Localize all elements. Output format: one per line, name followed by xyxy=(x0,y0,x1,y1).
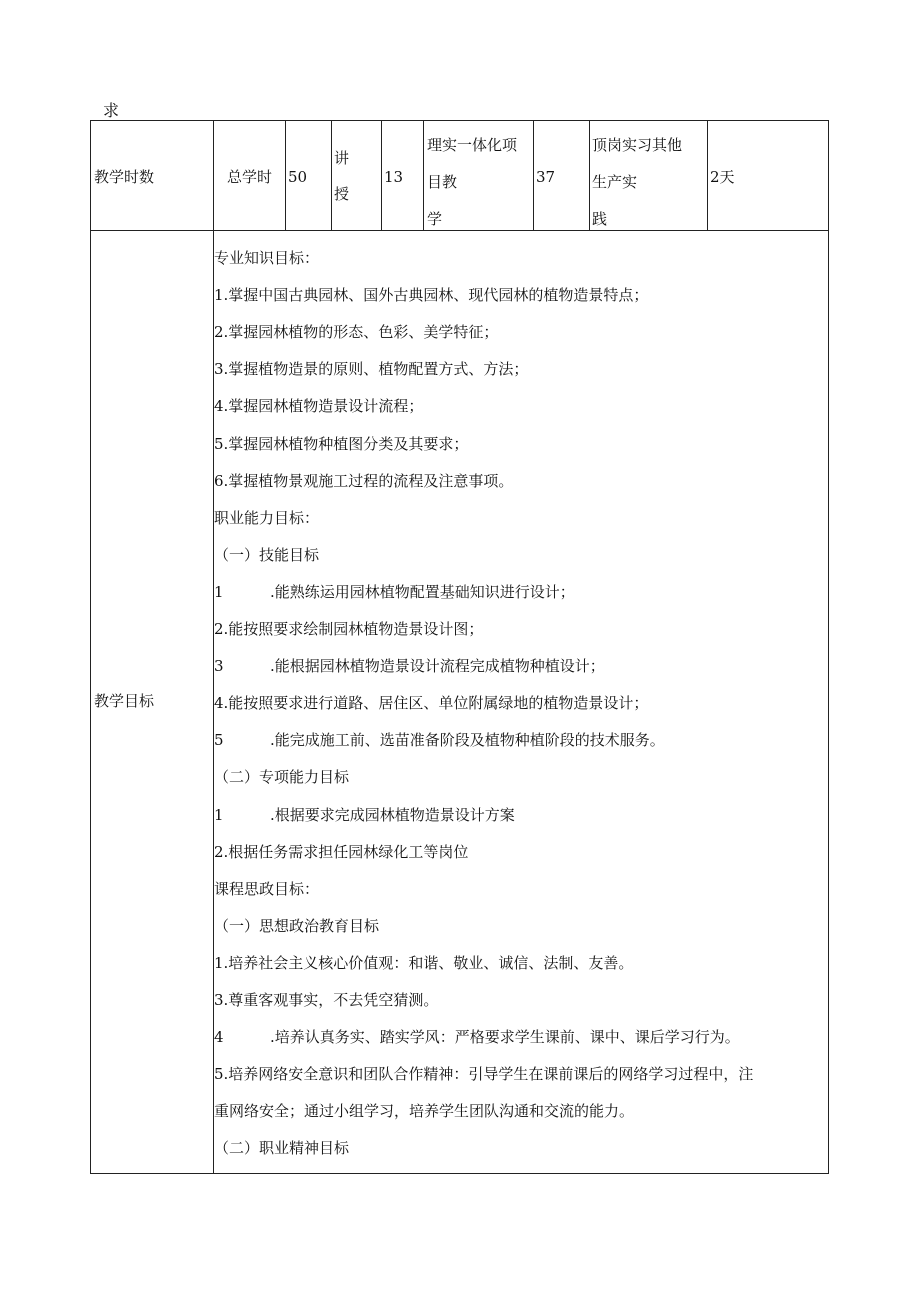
practice-label-line2: 生产实 xyxy=(592,173,638,191)
goal-line xyxy=(214,359,528,379)
practice-label-line1: 顶岗实习其他 xyxy=(592,136,683,154)
lecture-label-cell xyxy=(331,121,382,230)
goal-line xyxy=(214,396,423,416)
integrated-label-line1: 理实一体化项 xyxy=(427,136,518,154)
goal-line-text: .能熟练运用园林植物配置基础知识进行设计； xyxy=(270,582,575,601)
integrated-label-cell xyxy=(423,121,534,230)
goal-line xyxy=(214,322,498,342)
goal-line-text: 1.培养社会主义核心价值观：和谐、敬业、诚信、法制、友善。 xyxy=(214,953,634,972)
hours-label: 教学时数 xyxy=(94,168,155,186)
lecture-label-line1: 讲 xyxy=(334,149,350,167)
goal-line xyxy=(214,582,575,602)
goal-line xyxy=(214,767,349,787)
goal-line-text: 3.掌握植物造景的原则、植物配置方式、方法； xyxy=(214,360,529,379)
goal-line-text: （二）专项能力目标 xyxy=(214,768,350,787)
goal-line xyxy=(214,879,319,899)
goal-line-text: 2.能按照要求绘制园林植物造景设计图； xyxy=(214,620,484,638)
goal-line xyxy=(214,1064,753,1084)
goal-line-text: 职业能力目标： xyxy=(214,508,320,527)
goal-line-text: 课程思政目标： xyxy=(214,879,320,898)
goal-line xyxy=(214,953,633,973)
goal-line xyxy=(214,656,605,676)
goal-line-text: 重网络安全；通过小组学习，培养学生团队沟通和交流的能力。 xyxy=(214,1102,635,1121)
goal-line-text: 4.掌握园林植物造景设计流程； xyxy=(214,397,424,416)
goal-line xyxy=(214,1027,740,1047)
lecture-value: 13 xyxy=(384,168,404,186)
practice-value-cell xyxy=(707,121,828,230)
header-fragment: 求 xyxy=(103,101,120,120)
goal-line xyxy=(214,508,319,528)
goal-line-text: 5.培养网络安全意识和团队合作精神：引导学生在课前课后的网络学习过程中，注 xyxy=(214,1065,754,1084)
integrated-value-cell xyxy=(533,121,590,230)
goal-line-number: 4 xyxy=(214,1028,224,1047)
goal-line-text: 3.尊重客观事实，不去凭空猜测。 xyxy=(214,991,439,1009)
goal-line-number: 1 xyxy=(214,582,224,601)
goal-line xyxy=(214,434,468,454)
goal-line-text: （一）思想政治教育目标 xyxy=(214,916,380,935)
goal-line-text: 4.能按照要求进行道路、居住区、单位附属绿地的植物造景设计； xyxy=(214,694,649,713)
goal-line-text: 2.掌握园林植物的形态、色彩、美学特征； xyxy=(214,323,499,342)
integrated-label-line3: 学 xyxy=(427,210,443,228)
goal-line-number: 1 xyxy=(214,805,224,824)
goal-line-text: .能根据园林植物造景设计流程完成植物种植设计； xyxy=(270,657,605,676)
goal-line-text: （二）职业精神目标 xyxy=(214,1139,350,1158)
goal-line-text: 1.掌握中国古典园林、国外古典园林、现代园林的植物造景特点； xyxy=(214,286,649,305)
goal-line-text: （一）技能目标 xyxy=(214,545,320,564)
goal-line-text: 专业知识目标： xyxy=(214,249,320,267)
goal-line-number: 5 xyxy=(214,731,224,750)
goal-line xyxy=(214,842,468,862)
goal-line xyxy=(214,1138,349,1158)
goal-line-text: 2.根据任务需求担任园林绿化工等岗位 xyxy=(214,842,469,861)
goal-line xyxy=(214,990,438,1010)
goal-line-text: 6.掌握植物景观施工过程的流程及注意事项。 xyxy=(214,471,514,490)
goal-line-text: .能完成施工前、选苗准备阶段及植物种植阶段的技术服务。 xyxy=(270,731,665,750)
goal-line-number: 3 xyxy=(214,657,224,676)
goal-line xyxy=(214,248,319,268)
goal-line xyxy=(214,1101,634,1121)
goal-line xyxy=(214,693,648,713)
goal-line xyxy=(214,805,515,825)
integrated-label-line2: 目教 xyxy=(427,173,458,191)
goals-label: 教学目标 xyxy=(94,692,155,710)
goal-line xyxy=(214,730,665,750)
practice-value: 2天 xyxy=(710,168,735,186)
goal-line xyxy=(214,916,379,936)
goal-line xyxy=(214,471,513,491)
goal-line-text: .根据要求完成园林植物造景设计方案 xyxy=(270,805,515,824)
total-hours-label-cell xyxy=(213,121,286,230)
goal-line xyxy=(214,619,483,639)
total-hours-value-cell xyxy=(285,121,332,230)
lecture-label-line2: 授 xyxy=(334,185,350,203)
goal-line-text: 5.掌握园林植物种植图分类及其要求； xyxy=(214,434,469,453)
lecture-value-cell xyxy=(381,121,424,230)
practice-label-cell xyxy=(589,121,708,230)
integrated-value: 37 xyxy=(536,168,556,186)
total-hours-label: 总学时 xyxy=(227,168,273,186)
goal-line xyxy=(214,285,648,305)
goal-line-text: .培养认真务实、踏实学风：严格要求学生课前、课中、课后学习行为。 xyxy=(270,1028,740,1047)
hours-row xyxy=(90,120,829,231)
practice-label-line3: 践 xyxy=(592,210,608,228)
total-hours-value: 50 xyxy=(288,168,308,186)
goal-line xyxy=(214,545,319,565)
